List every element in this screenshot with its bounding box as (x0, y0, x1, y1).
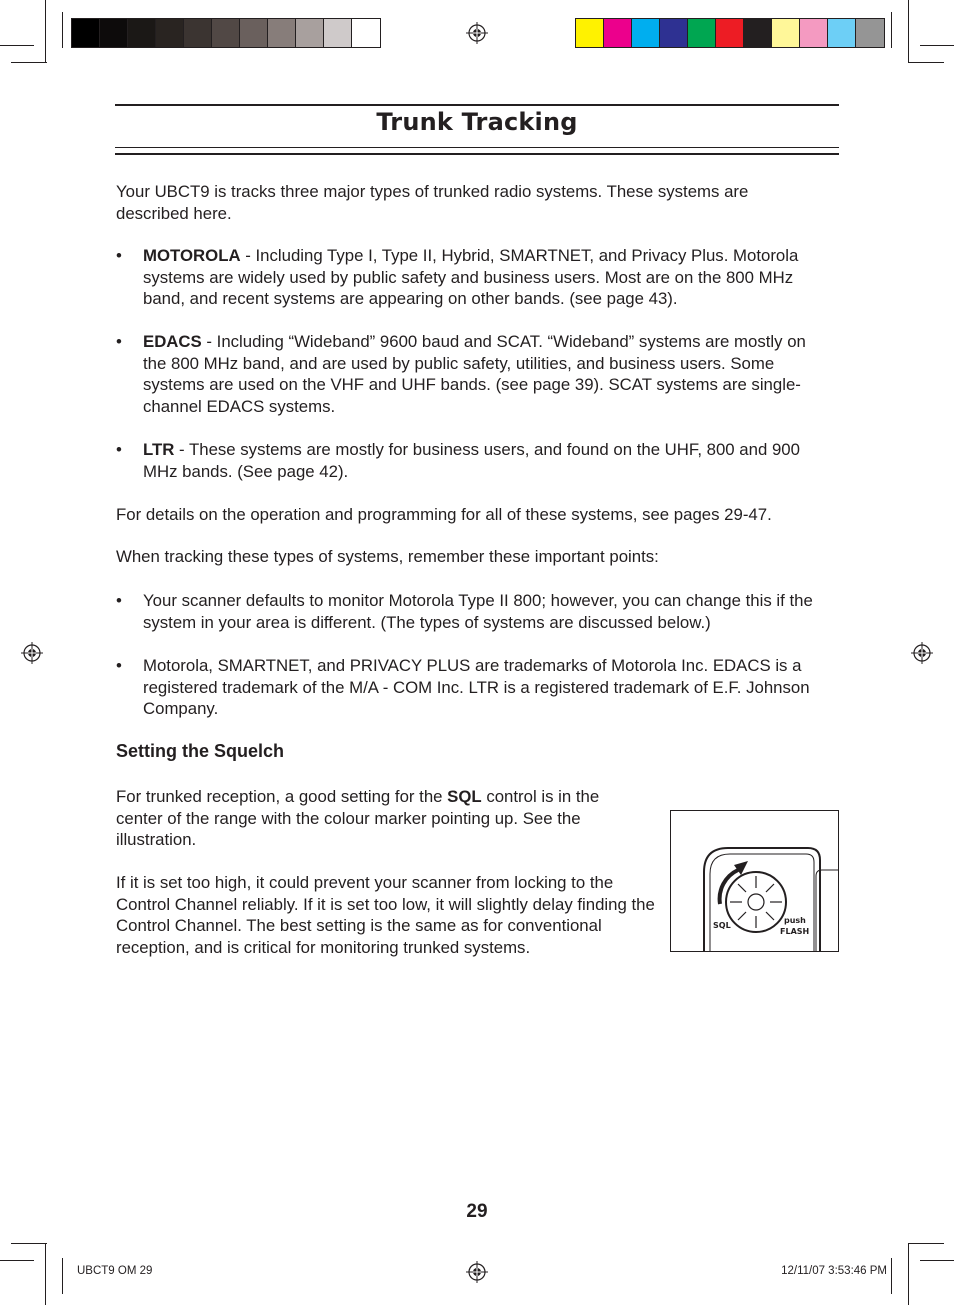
footer-timestamp: 12/11/07 3:53:46 PM (781, 1265, 887, 1277)
process-color-swatch (576, 19, 604, 47)
bullet-marker: • (116, 246, 122, 265)
crop-mark (920, 1260, 954, 1261)
squelch-paragraph: If it is set too high, it could prevent your scanner from locking to the Control Channel reliably. If it is set too low, it will slightly delay finding the Control Channel. The best setting is the same as for conventional reception, and is critical for monitoring trunked systems. (116, 873, 655, 957)
crop-mark (62, 1258, 63, 1294)
grayscale-swatch (156, 19, 184, 47)
sql-control-name: SQL (447, 787, 482, 806)
system-name: LTR (143, 440, 175, 459)
point-item: Your scanner defaults to monitor Motorola Type II 800; however, you can change this if the system in your area is different. (The types of systems are discussed below.) (143, 591, 813, 632)
process-color-swatch (744, 19, 772, 47)
process-color-swatch (660, 19, 688, 47)
process-color-swatch (800, 19, 828, 47)
system-name: MOTOROLA (143, 246, 241, 265)
points-intro: When tracking these types of systems, remember these important points: (116, 547, 659, 566)
title-rule-top (115, 104, 839, 106)
crop-mark (908, 1243, 944, 1244)
process-color-swatch (856, 19, 884, 47)
system-item-edacs (143, 331, 808, 417)
system-name: EDACS (143, 332, 202, 351)
sql-label: SQL (713, 921, 731, 930)
crop-mark (11, 62, 47, 63)
crop-mark (45, 0, 46, 62)
page-number: 29 (466, 1201, 488, 1222)
details-paragraph: For details on the operation and programming for all of these systems, see pages 29-47. (116, 505, 772, 524)
section-heading: Setting the Squelch (116, 741, 285, 761)
grayscale-swatch (100, 19, 128, 47)
crop-mark (891, 12, 892, 48)
bullet-marker: • (116, 440, 122, 459)
crop-mark (920, 45, 954, 46)
grayscale-swatch (72, 19, 100, 47)
registration-mark-icon (21, 642, 43, 664)
crop-mark (891, 1258, 892, 1294)
title-rule-bottom (115, 147, 839, 148)
grayscale-swatch (352, 19, 380, 47)
point-item: Motorola, SMARTNET, and PRIVACY PLUS are trademarks of Motorola Inc. EDACS is a registered trademark of the M/A - COM Inc. LTR is a registered trademark of E.F. Johnson Company. (143, 656, 810, 718)
process-color-swatch (828, 19, 856, 47)
grayscale-swatch (212, 19, 240, 47)
process-color-swatch (716, 19, 744, 47)
process-color-swatch (688, 19, 716, 47)
grayscale-color-bar (71, 18, 381, 48)
crop-mark (0, 45, 34, 46)
flash-label: FLASH (780, 927, 810, 936)
process-color-swatch (632, 19, 660, 47)
system-description: - Including “Wideband” 9600 baud and SCAT. “Wideband” systems are mostly on the 800 MHz band, and are used by public safety, utilities, and business users. Some systems are used on the VHF and UHF bands. (see page 39). SCAT systems are single-channel EDACS systems. (143, 332, 806, 416)
registration-mark-icon (911, 642, 933, 664)
grayscale-swatch (268, 19, 296, 47)
system-description: - These systems are mostly for business users, and found on the UHF, 800 and 900 MHz bands. (See page 42). (143, 440, 800, 481)
grayscale-swatch (240, 19, 268, 47)
system-description: - Including Type I, Type II, Hybrid, SMARTNET, and Privacy Plus. Motorola systems are widely used by public safety and business users. Most are on the 800 MHz band, and recent systems are appearing on other bands. (see page 43). (143, 246, 799, 308)
crop-mark (45, 1243, 46, 1305)
grayscale-swatch (184, 19, 212, 47)
crop-mark (0, 1260, 34, 1261)
grayscale-swatch (296, 19, 324, 47)
registration-mark-icon (466, 22, 488, 44)
system-item-ltr (143, 439, 833, 482)
registration-mark-icon (466, 1261, 488, 1283)
process-color-swatch (604, 19, 632, 47)
crop-mark (908, 62, 944, 63)
process-color-bar (575, 18, 885, 48)
crop-mark (62, 12, 63, 48)
bullet-marker: • (116, 656, 122, 675)
crop-mark (908, 1243, 909, 1305)
grayscale-swatch (128, 19, 156, 47)
page-title: Trunk Tracking (376, 108, 578, 136)
bullet-marker: • (116, 332, 122, 351)
title-rule-bottom (115, 153, 839, 155)
push-label: push (784, 916, 806, 925)
bullet-marker: • (116, 591, 122, 610)
sql-knob-illustration (670, 810, 839, 952)
intro-paragraph: Your UBCT9 is tracks three major types of trunked radio systems. These systems are described here. (116, 182, 749, 223)
crop-mark (908, 0, 909, 62)
process-color-swatch (772, 19, 800, 47)
footer-file-label: UBCT9 OM 29 (77, 1265, 153, 1277)
system-item-motorola (143, 245, 833, 310)
grayscale-swatch (324, 19, 352, 47)
crop-mark (11, 1243, 47, 1244)
squelch-paragraph: For trunked reception, a good setting for the SQL control is in the center of the range with the colour marker pointing up. See the illustration. (116, 787, 600, 849)
